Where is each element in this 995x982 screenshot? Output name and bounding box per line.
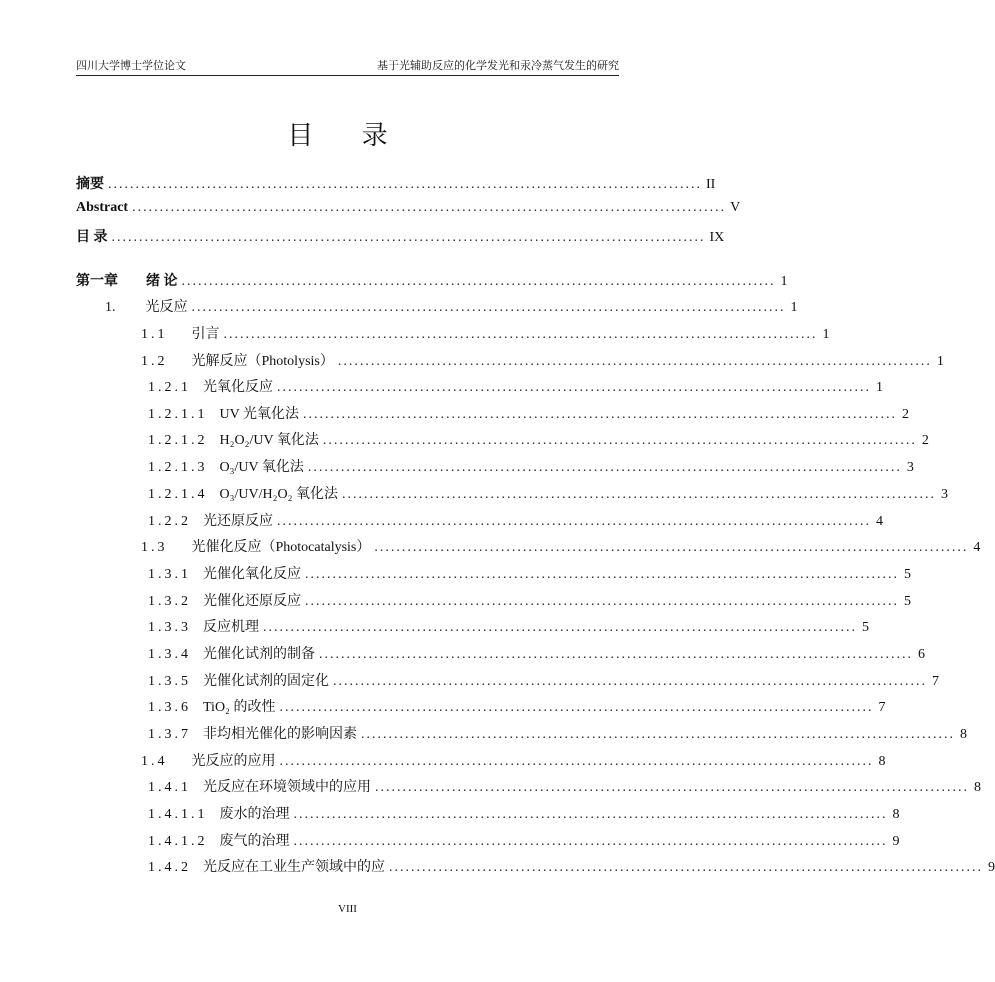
toc-page: 1 [822, 327, 830, 342]
toc-dot-leader: ............................................................................................................ [191, 300, 786, 315]
toc-number: 1.2.1 [148, 380, 191, 395]
toc-entry-chapter-1[interactable] [76, 270, 788, 290]
toc-label: 光催化还原反应 [203, 594, 301, 609]
toc-label: 反应机理 [203, 620, 259, 635]
toc-number: 1.3.3 [148, 620, 191, 635]
toc-label: 引言 [191, 327, 220, 342]
toc-label: H₂O₂/UV 氧化法 [219, 433, 319, 448]
toc-dot-leader: ............................................................................................................ [277, 380, 871, 395]
toc-number: 1. [105, 300, 116, 315]
toc-number: 1.2.2 [148, 514, 191, 529]
toc-label: O₃/UV 氧化法 [219, 460, 304, 475]
toc-dot-leader: ............................................................................................................ [108, 177, 702, 192]
toc-label: 绪 论 [146, 274, 178, 289]
toc-label: 光反应的应用 [191, 754, 276, 769]
toc-label: 非均相光催化的影响因素 [203, 727, 357, 742]
toc-dot-leader: ............................................................................................................ [319, 647, 913, 662]
toc-label: 光催化试剂的制备 [203, 647, 315, 662]
toc-number: 1.4.1.1 [148, 807, 208, 822]
toc-label: 光催化反应（Photocatalysis） [191, 540, 371, 555]
toc-entry-contents[interactable] [76, 226, 725, 246]
toc-dot-leader: ............................................................................................................ [305, 567, 899, 582]
toc-label: O₃/UV/H₂O₂ 氧化法 [219, 487, 338, 502]
running-header [76, 55, 619, 76]
page-number: VIII [338, 903, 357, 915]
toc-number: 第一章 [76, 274, 118, 289]
toc-number: 1.4.1.2 [148, 834, 208, 849]
toc-entry[interactable] [148, 456, 914, 476]
toc-number: 1.3.1 [148, 567, 191, 582]
toc-entry[interactable] [148, 510, 883, 530]
toc-dot-leader: ............................................................................................................ [111, 230, 706, 245]
toc-dot-leader: ............................................................................................................ [132, 200, 727, 215]
toc-entry[interactable] [148, 803, 900, 823]
toc-label: 光解反应（Photolysis） [191, 354, 334, 369]
toc-page: 1 [790, 300, 798, 315]
toc-entry[interactable] [105, 296, 798, 316]
toc-entry-abstract-en[interactable] [76, 200, 741, 220]
toc-page: 9 [988, 860, 995, 875]
toc-page: 5 [862, 620, 869, 635]
toc-dot-leader: ............................................................................................................ [333, 674, 927, 689]
toc-page: 8 [960, 727, 967, 742]
toc-number: 1.4 [141, 754, 168, 769]
toc-page: 1 [936, 354, 944, 369]
toc-entry-abstract-cn[interactable] [76, 173, 716, 193]
toc-number: 1.2.1.4 [148, 487, 208, 502]
toc-page: 7 [878, 700, 886, 715]
toc-number: 1.3.6 [148, 700, 191, 715]
toc-page: 8 [878, 754, 886, 769]
toc-dot-leader: ............................................................................................................ [263, 620, 857, 635]
toc-entry[interactable] [141, 350, 944, 370]
toc-label: UV 光氧化法 [219, 407, 299, 422]
toc-entry[interactable] [148, 696, 886, 716]
toc-entry[interactable] [148, 483, 948, 503]
toc-label: 废水的治理 [219, 807, 290, 822]
toc-entry[interactable] [141, 323, 830, 343]
toc-entry[interactable] [148, 830, 900, 850]
toc-page: 8 [974, 780, 981, 795]
page-title: 目 录 [287, 121, 408, 151]
toc-entry[interactable] [148, 403, 909, 423]
toc-number: 1.2.1.1 [148, 407, 208, 422]
toc-page: 2 [901, 407, 909, 422]
toc-dot-leader: ............................................................................................................ [279, 700, 874, 715]
toc-page: 1 [780, 274, 788, 289]
toc-page: V [730, 200, 741, 215]
toc-number: 1.1 [141, 327, 168, 342]
toc-label: 摘要 [76, 177, 104, 192]
toc-dot-leader: ............................................................................................................ [361, 727, 955, 742]
toc-label: 光催化氧化反应 [203, 567, 301, 582]
toc-dot-leader: ............................................................................................................ [305, 594, 899, 609]
toc-number: 1.2 [141, 354, 168, 369]
toc-dot-leader: ............................................................................................................ [374, 540, 969, 555]
toc-entry[interactable] [148, 776, 981, 796]
toc-number: 1.3.2 [148, 594, 191, 609]
toc-page: 4 [973, 540, 981, 555]
toc-number: 1.4.2 [148, 860, 191, 875]
toc-entry[interactable] [148, 616, 869, 636]
toc-label: 废气的治理 [219, 834, 290, 849]
toc-dot-leader: ............................................................................................................ [322, 433, 917, 448]
toc-dot-leader: ............................................................................................................ [223, 327, 818, 342]
toc-page: 9 [892, 834, 900, 849]
toc-dot-leader: ............................................................................................................ [181, 274, 776, 289]
header-right: 基于光辅助反应的化学发光和汞冷蒸气发生的研究 [377, 60, 619, 72]
toc-page: 7 [932, 674, 939, 689]
toc-dot-leader: ............................................................................................................ [389, 860, 983, 875]
toc-page: 2 [921, 433, 929, 448]
toc-label: 光还原反应 [203, 514, 273, 529]
toc-page: 6 [918, 647, 925, 662]
toc-label: TiO₂ 的改性 [203, 700, 276, 715]
header-left: 四川大学博士学位论文 [76, 60, 186, 72]
toc-dot-leader: ............................................................................................................ [375, 780, 969, 795]
toc-dot-leader: ............................................................................................................ [341, 487, 936, 502]
toc-label: Abstract [76, 200, 129, 215]
toc-entry[interactable] [148, 590, 911, 610]
toc-entry[interactable] [148, 563, 911, 583]
toc-entry[interactable] [148, 643, 925, 663]
toc-label: 光氧化反应 [203, 380, 273, 395]
toc-label: 光催化试剂的固定化 [203, 674, 329, 689]
toc-entry[interactable] [148, 723, 967, 743]
toc-entry[interactable] [141, 750, 886, 770]
toc-number: 1.2.1.2 [148, 433, 208, 448]
toc-label: 目 录 [76, 230, 108, 245]
toc-dot-leader: ............................................................................................................ [307, 460, 902, 475]
toc-page: 5 [904, 567, 911, 582]
toc-label: 光反应在环境领域中的应用 [203, 780, 371, 795]
toc-page: 3 [940, 487, 948, 502]
toc-page: 8 [892, 807, 900, 822]
toc-number: 1.3.7 [148, 727, 191, 742]
toc-dot-leader: ............................................................................................................ [277, 514, 871, 529]
toc-number: 1.2.1.3 [148, 460, 208, 475]
toc-page: 1 [876, 380, 883, 395]
toc-entry[interactable] [148, 376, 883, 396]
toc-number: 1.3.5 [148, 674, 191, 689]
toc-page: 3 [906, 460, 914, 475]
toc-dot-leader: ............................................................................................................ [293, 834, 888, 849]
toc-number: 1.4.1 [148, 780, 191, 795]
toc-page: II [706, 177, 716, 192]
toc-dot-leader: ............................................................................................................ [337, 354, 932, 369]
toc-dot-leader: ............................................................................................................ [302, 407, 897, 422]
toc-number: 1.3.4 [148, 647, 191, 662]
toc-dot-leader: ............................................................................................................ [279, 754, 874, 769]
toc-label: 光反应在工业生产领域中的应 [203, 860, 385, 875]
toc-entry[interactable] [148, 429, 929, 449]
toc-label: 光反应 [145, 300, 188, 315]
toc-page: 5 [904, 594, 911, 609]
toc-number: 1.3 [141, 540, 168, 555]
toc-page: 4 [876, 514, 883, 529]
toc-entry[interactable] [148, 670, 939, 690]
toc-entry[interactable] [141, 536, 981, 556]
toc-page: IX [709, 230, 725, 245]
toc-dot-leader: ............................................................................................................ [293, 807, 888, 822]
toc-entry[interactable] [148, 856, 995, 876]
